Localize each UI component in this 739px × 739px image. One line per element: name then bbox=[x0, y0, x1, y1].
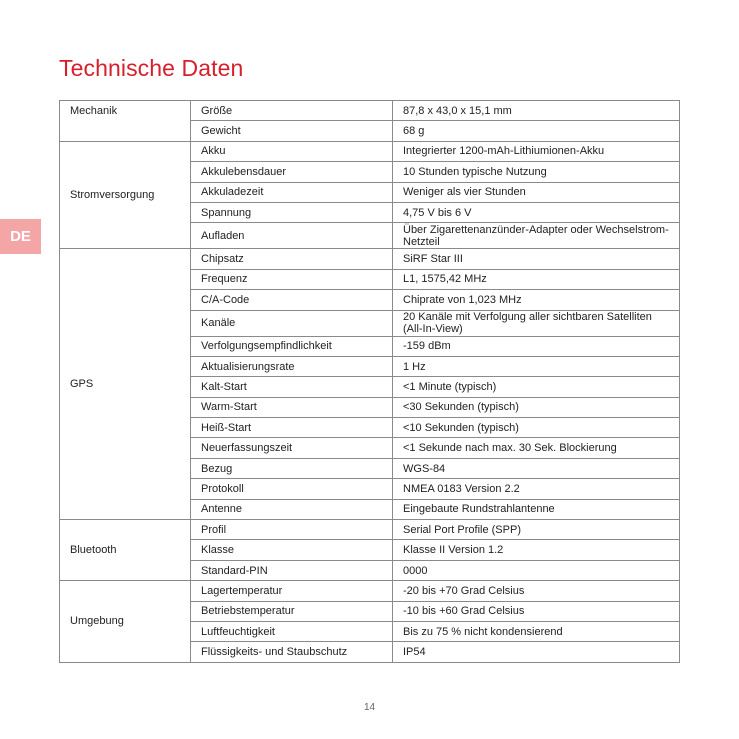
spec-value: Integrierter 1200-mAh-Lithiumionen-Akku bbox=[393, 141, 680, 161]
spec-label: Kalt-Start bbox=[191, 377, 393, 397]
spec-label: Spannung bbox=[191, 202, 393, 222]
spec-value: Serial Port Profile (SPP) bbox=[393, 520, 680, 540]
table-row bbox=[60, 520, 680, 540]
spec-label: Flüssigkeits- und Staubschutz bbox=[191, 642, 393, 662]
spec-value: 4,75 V bis 6 V bbox=[393, 202, 680, 222]
spec-value: -159 dBm bbox=[393, 336, 680, 356]
spec-label: Klasse bbox=[191, 540, 393, 560]
spec-label: Aktualisierungsrate bbox=[191, 356, 393, 376]
spec-value: IP54 bbox=[393, 642, 680, 662]
spec-value: -20 bis +70 Grad Celsius bbox=[393, 581, 680, 601]
group-label-stromversorgung: Stromversorgung bbox=[60, 141, 191, 249]
spec-label: Größe bbox=[191, 101, 393, 121]
spec-value: Über Zigarettenanzünder-Adapter oder Wechselstrom-Netzteil bbox=[393, 223, 680, 249]
spec-label: Akku bbox=[191, 141, 393, 161]
group-label-mechanik: Mechanik bbox=[60, 101, 191, 142]
spec-label: Luftfeuchtigkeit bbox=[191, 621, 393, 641]
page-number: 14 bbox=[363, 702, 376, 713]
spec-label: Profil bbox=[191, 520, 393, 540]
table-row bbox=[60, 249, 680, 269]
spec-label: Akkuladezeit bbox=[191, 182, 393, 202]
spec-label: C/A-Code bbox=[191, 290, 393, 310]
spec-label: Betriebstemperatur bbox=[191, 601, 393, 621]
group-label-gps: GPS bbox=[60, 249, 191, 520]
group-label-umgebung: Umgebung bbox=[60, 581, 191, 663]
spec-label: Protokoll bbox=[191, 479, 393, 499]
spec-value: WGS-84 bbox=[393, 458, 680, 478]
spec-value: <10 Sekunden (typisch) bbox=[393, 418, 680, 438]
spec-label: Akkulebensdauer bbox=[191, 162, 393, 182]
spec-label: Gewicht bbox=[191, 121, 393, 141]
spec-label: Aufladen bbox=[191, 223, 393, 249]
spec-value: Klasse II Version 1.2 bbox=[393, 540, 680, 560]
spec-value: Chiprate von 1,023 MHz bbox=[393, 290, 680, 310]
spec-value: <1 Sekunde nach max. 30 Sek. Blockierung bbox=[393, 438, 680, 458]
spec-value: L1, 1575,42 MHz bbox=[393, 269, 680, 289]
spec-value: SiRF Star III bbox=[393, 249, 680, 269]
spec-value: 68 g bbox=[393, 121, 680, 141]
spec-value: <30 Sekunden (typisch) bbox=[393, 397, 680, 417]
table-row bbox=[60, 141, 680, 161]
language-tab: DE bbox=[0, 219, 41, 254]
spec-label: Standard-PIN bbox=[191, 560, 393, 580]
spec-label: Chipsatz bbox=[191, 249, 393, 269]
spec-value: NMEA 0183 Version 2.2 bbox=[393, 479, 680, 499]
spec-value: 1 Hz bbox=[393, 356, 680, 376]
spec-label: Heiß-Start bbox=[191, 418, 393, 438]
table-row bbox=[60, 581, 680, 601]
spec-label: Warm-Start bbox=[191, 397, 393, 417]
spec-value: Weniger als vier Stunden bbox=[393, 182, 680, 202]
spec-label: Kanäle bbox=[191, 310, 393, 336]
spec-value: 87,8 x 43,0 x 15,1 mm bbox=[393, 101, 680, 121]
spec-label: Frequenz bbox=[191, 269, 393, 289]
page-title: Technische Daten bbox=[59, 55, 244, 81]
spec-label: Verfolgungsempfindlichkeit bbox=[191, 336, 393, 356]
spec-label: Antenne bbox=[191, 499, 393, 519]
spec-value: Eingebaute Rundstrahlantenne bbox=[393, 499, 680, 519]
spec-label: Bezug bbox=[191, 458, 393, 478]
spec-value: 20 Kanäle mit Verfolgung aller sichtbaren Satelliten (All-In-View) bbox=[393, 310, 680, 336]
table-row bbox=[60, 101, 680, 121]
spec-value: 10 Stunden typische Nutzung bbox=[393, 162, 680, 182]
spec-value: Bis zu 75 % nicht kondensierend bbox=[393, 621, 680, 641]
spec-table bbox=[59, 100, 680, 663]
spec-label: Lagertemperatur bbox=[191, 581, 393, 601]
group-label-bluetooth: Bluetooth bbox=[60, 520, 191, 581]
spec-label: Neuerfassungszeit bbox=[191, 438, 393, 458]
spec-value: <1 Minute (typisch) bbox=[393, 377, 680, 397]
spec-value: -10 bis +60 Grad Celsius bbox=[393, 601, 680, 621]
spec-value: 0000 bbox=[393, 560, 680, 580]
